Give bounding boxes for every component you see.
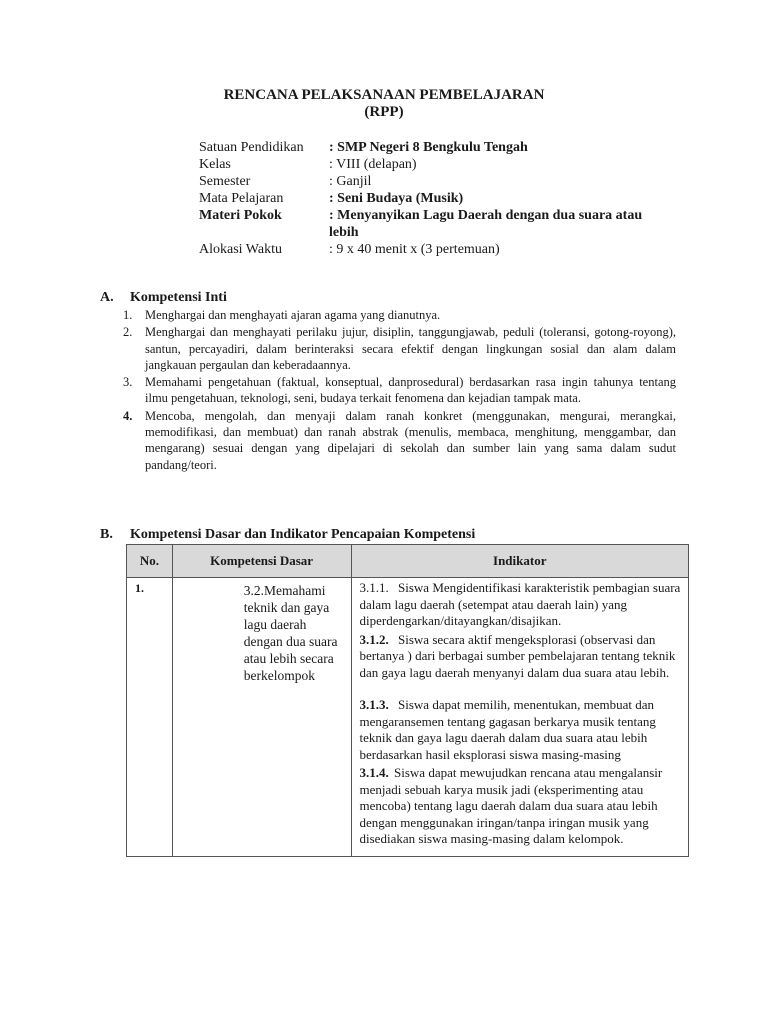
document-subtitle: (RPP) [364,104,404,120]
cell-kompetensi-dasar [172,578,351,857]
indicator-number: 3.1.1. [359,580,389,595]
header-kompetensi-dasar: Kompetensi Dasar [172,545,351,578]
indicator-number: 3.1.3. [359,697,389,712]
info-value: : Menyanyikan Lagu Daerah dengan dua suara atau lebih [329,208,643,240]
info-row-materi [199,207,659,241]
section-title: Kompetensi Dasar dan Indikator Pencapaian Kompetensi [130,527,476,542]
section-title: Kompetensi Inti [130,290,227,305]
info-label: Kelas [199,157,231,172]
section-letter: A. [100,290,114,305]
list-number: 4. [123,408,133,423]
info-label: Mata Pelajaran [199,191,284,206]
spacer [360,683,682,697]
table-header-row [127,545,689,578]
list-item [123,374,676,407]
section-letter: B. [100,527,113,542]
table-row [127,578,689,857]
info-row-satuan [199,139,659,156]
info-label: Semester [199,174,251,189]
info-label: Materi Pokok [199,208,282,223]
list-text: Menghargai dan menghayati perilaku jujur, disiplin, tanggungjawab, peduli (toleransi, gotong-royong), santun, percayadiri, dalam berinteraksi secara efektif dengan lingkungan sosial dan alam dalam jangkauan pergaulan dan keberadaannya. [145,325,676,372]
indicator-item [360,632,682,682]
list-item [123,307,676,323]
indicator-text: Siswa secara aktif mengeksplorasi (observasi dan bertanya ) dari berbagai sumber pembelajaran tentang teknik dan gaya lagu daerah menyanyi dalam dua suara atau lebih. [359,631,676,680]
header-no: No. [127,545,173,578]
info-value: : Seni Budaya (Musik) [329,191,464,206]
list-number: 3. [123,375,133,390]
document-title: RENCANA PELAKSANAAN PEMBELAJARAN [223,87,545,103]
indicator-text: Siswa dapat memilih, menentukan, membuat dan mengaransemen tentang gagasan berkarya musik tentang teknik dan gaya lagu daerah dalam dua suara atau lebih berdasarkan hasil eksplorasi siswa masing-masing [359,697,656,762]
kompetensi-dasar-table [126,544,689,857]
section-b-heading [100,527,475,543]
indicator-text: Siswa Mengidentifikasi karakteristik pembagian suara dalam lagu daerah (setempat atau daerah lain) yang diperdengarkan/ditayangkan/disajikan. [359,580,681,628]
list-text: Mencoba, mengolah, dan menyaji dalam ranah konkret (menggunakan, mengurai, merangkai, memodifikasi, dan membuat) dan ranah abstrak (menulis, membaca, menghitung, menggambar, dan mengarang) sesuai dengan yang dipelajari di sekolah dan sumber lain yang sama dalam sudut pandang/teori. [145,408,676,472]
info-label: Alokasi Waktu [199,242,282,257]
kompetensi-inti-list [123,307,676,474]
header-indikator: Indikator [351,545,688,578]
cell-indikator [351,578,688,857]
indicator-text: Siswa dapat mewujudkan rencana atau mengalansir menjadi sebuah karya musik jadi (eksperimenting atau mencoba) tentang lagu daerah dalam dua suara atau lebih dengan menggunakan iringan/tanpa iringan musik yang disediakan siswa masing-masing dalam kelompok. [359,765,663,846]
list-number: 1. [123,308,133,322]
cell-no: 1. [127,578,173,857]
info-value: : Ganjil [329,174,372,189]
indicator-item [360,580,682,630]
indicator-number: 3.1.4. [359,765,389,780]
list-text: Memahami pengetahuan (faktual, konseptual, danprosedural) berdasarkan rasa ingin tahunya tentang ilmu pengetahuan, teknologi, seni, budaya terkait fenomena dan kejadian tampak mata. [145,375,676,406]
info-value: : SMP Negeri 8 Bengkulu Tengah [329,140,528,155]
section-a-heading [100,290,227,306]
info-row-kelas [199,156,659,173]
info-row-alokasi [199,241,659,258]
list-text: Menghargai dan menghayati ajaran agama yang dianutnya. [145,308,441,322]
list-item [123,408,676,473]
indicator-item [360,765,682,848]
info-value: : 9 x 40 menit x (3 pertemuan) [329,242,500,257]
info-label: Satuan Pendidikan [199,140,304,155]
list-number: 2. [123,325,133,340]
indicator-item [360,697,682,763]
info-row-mapel [199,190,659,207]
indicator-number: 3.1.2. [359,631,389,647]
info-row-semester [199,173,659,190]
info-value: : VIII (delapan) [329,157,417,172]
list-item [123,324,676,373]
kd-text: 3.2.Memahami teknik dan gaya lagu daerah dengan dua suara atau lebih secara berkelompok [243,583,338,683]
identity-block [199,139,659,258]
